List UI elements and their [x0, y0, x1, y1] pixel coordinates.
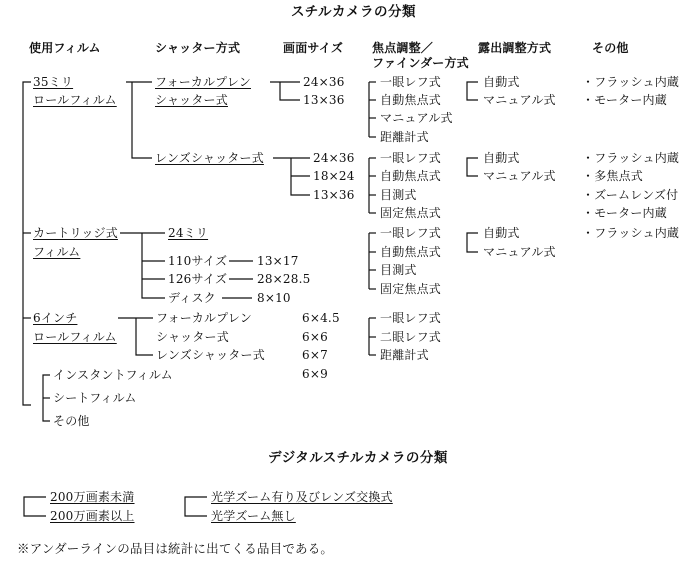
connector-digital-zoom	[185, 497, 207, 516]
other-b4: ・モーター内蔵	[582, 206, 667, 220]
focus-b1: 一眼レフ式	[380, 151, 442, 165]
header-other: その他	[592, 41, 629, 55]
film-other: その他	[53, 414, 90, 428]
focus-c3: 目測式	[380, 263, 417, 277]
header-film: 使用フィルム	[29, 41, 101, 55]
other-b1: ・フラッシュ内蔵	[582, 151, 680, 165]
focus-a1: 一眼レフ式	[380, 75, 442, 89]
shutter-24mm: 24ミリ	[168, 226, 209, 240]
shutter-disk: ディスク	[168, 291, 216, 305]
size-lens-3: 13×36	[313, 188, 355, 202]
connector-digital-pixels	[24, 497, 46, 516]
digital-optical-zoom: 光学ズーム有り及びレンズ交換式	[211, 490, 393, 504]
focus-a2: 自動焦点式	[380, 93, 442, 107]
exposure-c2: マニュアル式	[483, 245, 556, 259]
connector-exposure-c	[467, 233, 478, 252]
connector-film-root	[23, 82, 31, 405]
focus-a3: マニュアル式	[380, 111, 453, 125]
film-instant: インスタントフィルム	[53, 368, 173, 382]
other-b2: ・多焦点式	[582, 169, 644, 183]
size-6-2: 6×6	[302, 330, 328, 344]
header-size: 画面サイズ	[283, 41, 344, 55]
size-110: 13×17	[257, 254, 299, 268]
shutter-126: 126サイズ	[168, 272, 228, 286]
film-35mm: 35ミリ	[33, 75, 74, 89]
other-a2: ・モーター内蔵	[582, 93, 667, 107]
focus-b3: 目測式	[380, 188, 417, 202]
exposure-b1: 自動式	[483, 151, 520, 165]
digital-over-2mp: 200万画素以上	[50, 509, 135, 523]
film-camera-title: スチルカメラの分類	[291, 4, 417, 20]
focus-a4: 距離計式	[380, 130, 429, 144]
digital-camera-title: デジタルスチルカメラの分類	[268, 450, 448, 466]
header-exposure: 露出調整方式	[478, 41, 552, 55]
size-disk: 8×10	[257, 291, 291, 305]
header-focus-1: 焦点調整／	[372, 41, 434, 55]
focus-b2: 自動焦点式	[380, 169, 442, 183]
shutter-lens-6: レンズシャッター式	[156, 348, 265, 362]
shutter-focal-plane-6: フォーカルプレン	[156, 311, 252, 325]
size-focal-1: 24×36	[303, 75, 345, 89]
header-shutter: シャッター方式	[155, 41, 241, 55]
exposure-b2: マニュアル式	[483, 169, 556, 183]
focus-d1: 一眼レフ式	[380, 311, 442, 325]
exposure-c1: 自動式	[483, 226, 520, 240]
size-6-1: 6×4.5	[302, 311, 340, 325]
shutter-lens: レンズシャッター式	[155, 151, 264, 165]
size-lens-1: 24×36	[313, 151, 355, 165]
focus-b4: 固定焦点式	[380, 206, 442, 220]
film-6inch-roll: ロールフィルム	[33, 330, 117, 344]
size-focal-2: 13×36	[303, 93, 345, 107]
connector-exposure-a	[467, 82, 478, 100]
exposure-a1: 自動式	[483, 75, 520, 89]
connector-exposure-b	[467, 158, 478, 176]
digital-no-optical-zoom: 光学ズーム無し	[211, 509, 296, 523]
size-6-4: 6×9	[302, 367, 328, 381]
digital-under-2mp: 200万画素未満	[50, 490, 135, 504]
other-a1: ・フラッシュ内蔵	[582, 75, 680, 89]
focus-c4: 固定焦点式	[380, 282, 442, 296]
header-focus-2: ファインダー方式	[372, 56, 469, 70]
shutter-110: 110サイズ	[168, 254, 228, 268]
shutter-focal-plane-6b: シャッター式	[156, 330, 229, 344]
footnote: ※アンダーラインの品目は統計に出てくる品目である。	[17, 541, 334, 556]
focus-c2: 自動焦点式	[380, 245, 442, 259]
focus-d3: 距離計式	[380, 348, 429, 362]
focus-c1: 一眼レフ式	[380, 226, 442, 240]
film-cartridge-b: フィルム	[33, 245, 81, 259]
shutter-focal-plane-b: シャッター式	[155, 93, 228, 107]
film-35mm-roll: ロールフィルム	[33, 93, 117, 107]
size-6-3: 6×7	[302, 348, 328, 362]
other-b3: ・ズームレンズ付	[582, 188, 679, 202]
film-cartridge: カートリッジ式	[33, 226, 118, 240]
film-sheet: シートフィルム	[53, 391, 137, 405]
shutter-focal-plane: フォーカルプレン	[155, 75, 251, 89]
size-lens-2: 18×24	[313, 169, 355, 183]
other-b5: ・フラッシュ内蔵	[582, 226, 680, 240]
film-6inch: 6インチ	[33, 311, 78, 325]
exposure-a2: マニュアル式	[483, 93, 556, 107]
focus-d2: 二眼レフ式	[380, 330, 442, 344]
size-126: 28×28.5	[257, 272, 311, 286]
